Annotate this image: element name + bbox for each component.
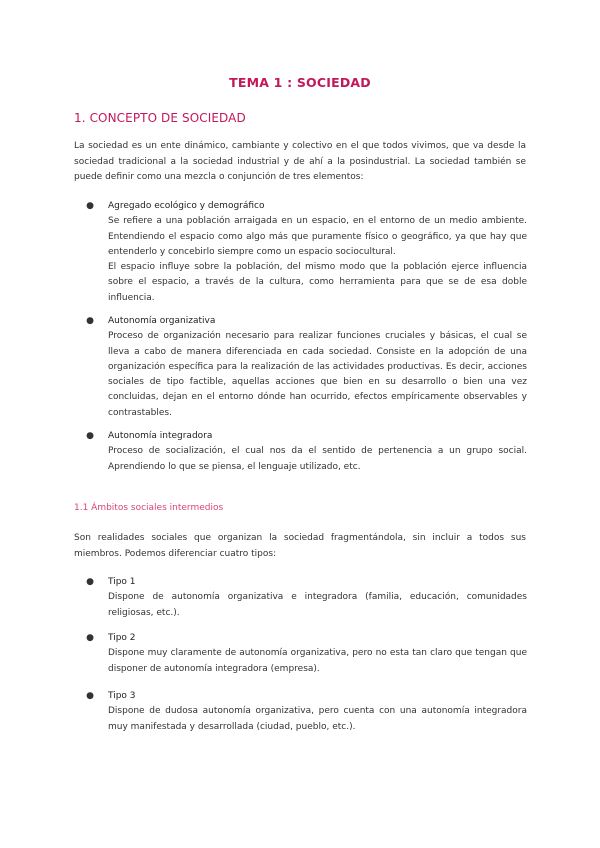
list-item-text: Se refiere a una población arraigada en un espacio, en el entorno de un medio ambiente. Entendiendo el espacio como algo más que puramente físico o geográfico, ya que hay que entenderlo y concebirlo siempre como un espacio sociocultural. (108, 216, 527, 257)
list-item-label: Tipo 1 (108, 577, 136, 587)
section-heading-concepto: 1. CONCEPTO DE SOCIEDAD (74, 111, 246, 125)
list-item-label: Tipo 3 (108, 691, 136, 701)
list-item-text: Dispone muy claramente de autonomía organizativa, pero no esta tan claro que tengan que disponer de autonomía integradora (empresa). (108, 648, 527, 674)
list-item-agregado (86, 199, 527, 306)
subsection-heading-ambitos: 1.1 Ámbitos sociales intermedios (74, 503, 224, 513)
bullet-icon: ● (86, 431, 94, 441)
list-item-autonomia-organizativa (86, 314, 527, 421)
list-item-tipo-1 (86, 575, 527, 621)
section-intro-paragraph: La sociedad es un ente dinámico, cambiante y colectivo en el que todos vivimos, que va desde la sociedad tradicional a la sociedad industrial y de ahí a la posindustrial. La sociedad también se puede definir como una mezcla o conjunción de tres elementos: (74, 141, 526, 182)
page-title: TEMA 1 : SOCIEDAD (229, 75, 371, 90)
list-item-text: El espacio influye sobre la población, del mismo modo que la población ejerce influencia sobre el espacio, a través de la cultura, como herramienta para que se de esa doble influencia. (108, 262, 527, 303)
list-item-label: Autonomía integradora (108, 431, 213, 441)
bullet-icon: ● (86, 201, 94, 211)
bullet-icon: ● (86, 316, 94, 326)
bullet-icon: ● (86, 633, 94, 643)
bullet-icon: ● (86, 577, 94, 587)
list-item-text: Proceso de organización necesario para realizar funciones cruciales y básicas, el cual se lleva a cabo de manera diferenciada en cada sociedad. Consiste en la adopción de una organización específica para la realización de las actividades productivas. Es decir, acciones sociales de tipo factible, aquellas acciones que bien en su desarrollo o bien una vez concluidas, dejan en el entorno dónde han ocurrido, efectos empíricamente observables y contrastables. (108, 331, 527, 418)
list-item-text: Dispone de autonomía organizativa e integradora (familia, educación, comunidades religiosas, etc.). (108, 592, 527, 618)
list-item-text: Dispone de dudosa autonomía organizativa, pero cuenta con una autonomía integradora muy manifestada y desarrollada (ciudad, pueblo, etc.). (108, 706, 527, 732)
subsection-intro-paragraph: Son realidades sociales que organizan la sociedad fragmentándola, sin incluir a todos sus miembros. Podemos diferenciar cuatro tipos: (74, 533, 526, 559)
list-item-label: Autonomía organizativa (108, 316, 216, 326)
list-item-label: Tipo 2 (108, 633, 136, 643)
list-item-text: Proceso de socialización, el cual nos da el sentido de pertenencia a un grupo social. Aprendiendo lo que se piensa, el lenguaje utilizado, etc. (108, 446, 527, 472)
list-item-tipo-3 (86, 689, 527, 735)
list-item-tipo-2 (86, 631, 527, 677)
list-item-label: Agregado ecológico y demográfico (108, 201, 265, 211)
list-item-autonomia-integradora (86, 429, 527, 475)
bullet-icon: ● (86, 691, 94, 701)
